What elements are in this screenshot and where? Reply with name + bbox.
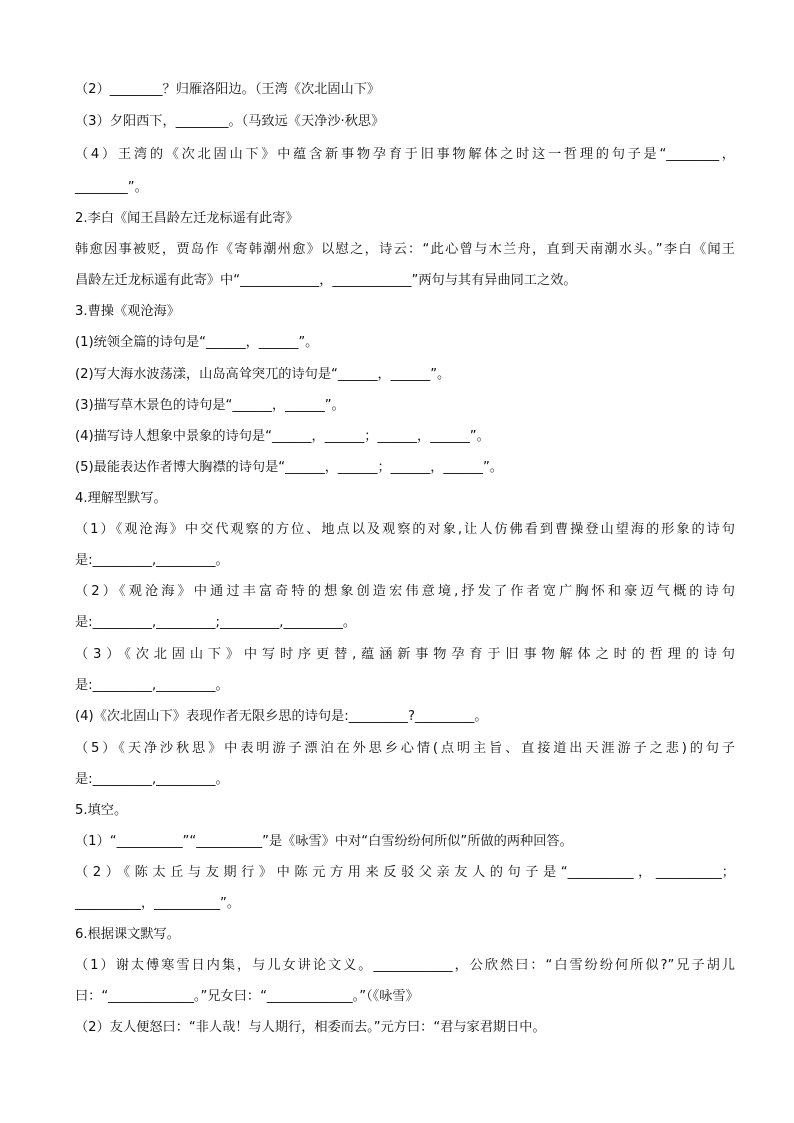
question-4-5: （5）《天净沙秋思》中表明游子漂泊在外思乡心情(点明主旨、直接道出天涯游子之悲)的句子: [75, 741, 735, 756]
question-5-1: （1）“__________”“__________”是《咏雪》中对“白雪纷纷何所似”所做的两种回答。: [75, 834, 573, 849]
section-2-paragraph: 韩愈因事被贬，贾岛作《寄韩潮州愈》以慰之，诗云：“此心曾与木兰舟，直到天南潮水头。”李白《闻王: [75, 242, 735, 257]
question-5-2-cont: __________，__________”。: [75, 896, 241, 911]
question-3-4: (4)描写诗人想象中景象的诗句是“______，______；______，______”。: [75, 429, 490, 444]
poem-fill-line-4-cont: ________”。: [75, 180, 148, 195]
question-5-2: （2）《陈太丘与友期行》中陈元方用来反驳父亲友人的句子是“__________，__________；: [75, 865, 735, 880]
section-heading-5: 5.填空。: [75, 803, 128, 818]
question-6-2: （2）友人便怒曰：“非人哉！与人期行，相委而去。”元方曰：“君与家君期日中。: [75, 1020, 546, 1035]
question-4-1-answer: 是:_________,_________。: [75, 553, 229, 568]
section-2-paragraph-cont: 昌龄左迁龙标遥有此寄》中“____________，____________”两句与其有异曲同工之效。: [75, 273, 577, 288]
poem-fill-line-3: （3）夕阳西下，________。（马致远《天净沙·秋思》: [75, 114, 385, 129]
section-heading-4: 4.理解型默写。: [75, 491, 167, 506]
question-6-1-cont: 曰：“_____________。”兄女曰：“_____________。”（《咏雪》: [75, 989, 419, 1004]
question-3-3: (3)描写草木景色的诗句是“______，______”。: [75, 398, 345, 413]
question-4-3-answer: 是:_________,_________。: [75, 678, 229, 693]
poem-fill-line-2: （2）________？归雁洛阳边。（王湾《次北固山下》: [75, 82, 381, 97]
section-heading-2: 2.李白《闻王昌龄左迁龙标遥有此寄》: [75, 211, 299, 226]
question-3-5: (5)最能表达作者博大胸襟的诗句是“______，______；______，______”。: [75, 460, 503, 475]
poem-fill-line-4: （4）王湾的《次北固山下》中蕴含新事物孕育于旧事物解体之时这一哲理的句子是“________，: [75, 147, 735, 162]
question-4-2-answer: 是:_________,_________;_________,_________。: [75, 615, 357, 630]
question-4-4: (4)《次北固山下》表现作者无限乡思的诗句是:_________?_________。: [75, 709, 488, 724]
question-3-1: (1)统领全篇的诗句是“______，______”。: [75, 335, 319, 350]
question-4-1: （1）《观沧海》中交代观察的方位、地点以及观察的对象,让人仿佛看到曹操登山望海的形象的诗句: [75, 522, 735, 537]
question-4-3: （3）《次北固山下》中写时序更替,蕴涵新事物孕育于旧事物解体之时的哲理的诗句: [75, 647, 735, 662]
section-heading-6: 6.根据课文默写。: [75, 927, 180, 942]
question-3-2: (2)写大海水波荡漾，山岛高耸突兀的诗句是“______，______”。: [75, 367, 451, 382]
question-4-5-answer: 是:_________,_________。: [75, 772, 229, 787]
question-6-1: （1）谢太傅寒雪日内集，与儿女讲论文义。____________，公欣然曰：“白雪纷纷何所似?”兄子胡儿: [75, 958, 735, 973]
section-heading-3: 3.曹操《观沧海》: [75, 304, 180, 319]
question-4-2: （2）《观沧海》中通过丰富奇特的想象创造宏伟意境,抒发了作者宽广胸怀和豪迈气概的诗句: [75, 584, 735, 599]
